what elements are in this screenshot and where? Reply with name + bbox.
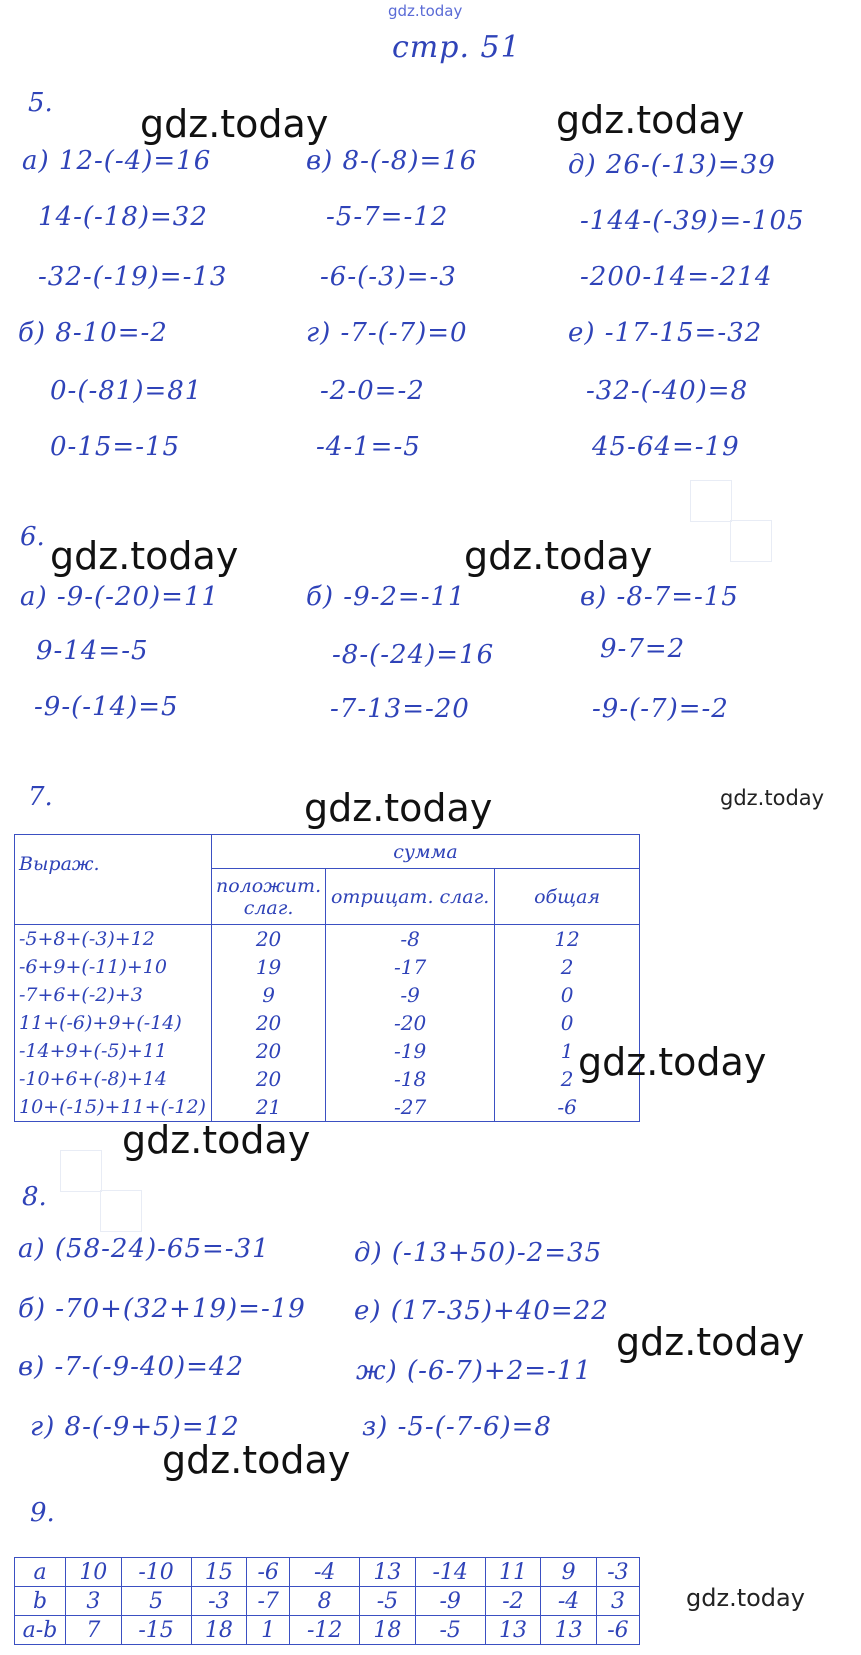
table-cell: -5	[360, 1587, 416, 1616]
watermark: gdz.today	[304, 786, 493, 830]
task8-number: 8.	[22, 1182, 47, 1212]
table-cell: -19	[326, 1037, 495, 1065]
watermark: gdz.today	[578, 1040, 767, 1084]
task5-line: д) 26-(-13)=39	[568, 150, 776, 180]
task7-number: 7.	[28, 782, 53, 812]
task8-line: ж) (-6-7)+2=-11	[356, 1356, 592, 1386]
watermark: gdz.today	[122, 1118, 311, 1162]
task5-line: 45-64=-19	[592, 432, 740, 462]
task6-line: а) -9-(-20)=11	[20, 582, 220, 612]
table-cell: -15	[121, 1616, 191, 1645]
table-cell: 18	[360, 1616, 416, 1645]
table-cell: 20	[212, 1037, 326, 1065]
table-cell: 19	[212, 953, 326, 981]
table-cell: 10	[66, 1558, 122, 1587]
table-cell: 18	[191, 1616, 247, 1645]
task6-line: б) -9-2=-11	[306, 582, 466, 612]
table-cell: -9	[326, 981, 495, 1009]
table-cell: -17	[326, 953, 495, 981]
table-cell: 2	[495, 953, 640, 981]
table-cell: -2	[485, 1587, 541, 1616]
watermark: gdz.today	[720, 786, 825, 810]
row-label: a	[15, 1558, 66, 1587]
task6-line: 9-7=2	[600, 634, 686, 664]
table-cell: 13	[360, 1558, 416, 1587]
table-cell: -4	[290, 1558, 360, 1587]
table-cell: 2	[495, 1065, 640, 1093]
table-cell: 20	[212, 925, 326, 954]
row-label: a-b	[15, 1616, 66, 1645]
task8-line: з) -5-(-7-6)=8	[362, 1412, 552, 1442]
table-cell: 11	[485, 1558, 541, 1587]
task6-line: -9-(-7)=-2	[592, 694, 729, 724]
table-cell: 9	[541, 1558, 597, 1587]
table-cell: 8	[290, 1587, 360, 1616]
table-cell: -10+6+(-8)+14	[15, 1065, 212, 1093]
task9-table	[14, 1557, 640, 1645]
table-cell: 20	[212, 1009, 326, 1037]
task6-line: -8-(-24)=16	[332, 640, 495, 670]
table-cell: -6+9+(-11)+10	[15, 953, 212, 981]
background-grid	[100, 1190, 142, 1232]
task8-line: а) (58-24)-65=-31	[18, 1234, 270, 1264]
table-cell: 20	[212, 1065, 326, 1093]
task6-line: в) -8-7=-15	[580, 582, 739, 612]
background-grid	[730, 520, 772, 562]
table-cell: -8	[326, 925, 495, 954]
table-cell: 13	[485, 1616, 541, 1645]
task5-line: -144-(-39)=-105	[580, 206, 805, 236]
task6-line: -9-(-14)=5	[34, 692, 179, 722]
header-sum: сумма	[212, 835, 640, 869]
table-cell: 11+(-6)+9+(-14)	[15, 1009, 212, 1037]
table-cell: 5	[121, 1587, 191, 1616]
table-cell: -4	[541, 1587, 597, 1616]
task5-line: 0-(-81)=81	[50, 376, 203, 406]
watermark: gdz.today	[140, 102, 329, 146]
header-expression: Выраж.	[15, 835, 212, 925]
table-cell: 13	[541, 1616, 597, 1645]
header-positive: положит. слаг.	[212, 869, 326, 925]
header-negative: отрицат. слаг.	[326, 869, 495, 925]
table-cell: 10+(-15)+11+(-12)	[15, 1093, 212, 1122]
task5-line: 0-15=-15	[50, 432, 181, 462]
task8-line: б) -70+(32+19)=-19	[18, 1294, 306, 1324]
task6-line: -7-13=-20	[330, 694, 470, 724]
task8-line: е) (17-35)+40=22	[354, 1296, 609, 1326]
task9-number: 9.	[30, 1498, 55, 1528]
task5-number: 5.	[28, 88, 53, 118]
table-cell: 15	[191, 1558, 247, 1587]
table-cell: 9	[212, 981, 326, 1009]
task5-line: -6-(-3)=-3	[320, 262, 457, 292]
table-cell: 3	[66, 1587, 122, 1616]
watermark: gdz.today	[162, 1438, 351, 1482]
task8-line: д) (-13+50)-2=35	[354, 1238, 603, 1268]
task5-line: -4-1=-5	[316, 432, 421, 462]
table-cell: 1	[495, 1037, 640, 1065]
table-cell: -6	[596, 1616, 639, 1645]
watermark: gdz.today	[464, 534, 653, 578]
watermark: gdz.today	[50, 534, 239, 578]
background-grid	[690, 480, 732, 522]
table-cell: 1	[247, 1616, 290, 1645]
table-cell: -12	[290, 1616, 360, 1645]
table-cell: -3	[191, 1587, 247, 1616]
table-cell: -3	[596, 1558, 639, 1587]
table-cell: -20	[326, 1009, 495, 1037]
table-cell: -7	[247, 1587, 290, 1616]
table-cell: -14+9+(-5)+11	[15, 1037, 212, 1065]
task5-line: -5-7=-12	[326, 202, 449, 232]
task5-line: б) 8-10=-2	[18, 318, 168, 348]
table-cell: 0	[495, 981, 640, 1009]
table-cell: -27	[326, 1093, 495, 1122]
task5-line: -200-14=-214	[580, 262, 773, 292]
task5-line: -2-0=-2	[320, 376, 425, 406]
task5-line: а) 12-(-4)=16	[22, 146, 212, 176]
table-cell: -6	[495, 1093, 640, 1122]
background-grid	[60, 1150, 102, 1192]
table-cell: 7	[66, 1616, 122, 1645]
page-label: стр. 51	[392, 30, 521, 65]
table-cell: 3	[596, 1587, 639, 1616]
task5-line: в) 8-(-8)=16	[306, 146, 478, 176]
task7-table	[14, 834, 640, 1122]
table-cell: -14	[415, 1558, 485, 1587]
task5-line: е) -17-15=-32	[568, 318, 763, 348]
task5-line: г) -7-(-7)=0	[306, 318, 468, 348]
table-cell: -5	[415, 1616, 485, 1645]
task6-line: 9-14=-5	[36, 636, 149, 666]
table-cell: 21	[212, 1093, 326, 1122]
table-cell: -10	[121, 1558, 191, 1587]
task6-number: 6.	[20, 522, 45, 552]
header-total: общая	[495, 869, 640, 925]
table-cell: -18	[326, 1065, 495, 1093]
watermark: gdz.today	[616, 1320, 805, 1364]
table-cell: 12	[495, 925, 640, 954]
task5-line: -32-(-19)=-13	[38, 262, 228, 292]
watermark: gdz.today	[686, 1584, 805, 1612]
task8-line: в) -7-(-9-40)=42	[18, 1352, 245, 1382]
task8-line: г) 8-(-9+5)=12	[30, 1412, 240, 1442]
table-cell: -9	[415, 1587, 485, 1616]
task5-line: 14-(-18)=32	[38, 202, 208, 232]
table-cell: -7+6+(-2)+3	[15, 981, 212, 1009]
table-cell: -5+8+(-3)+12	[15, 925, 212, 954]
table-cell: 0	[495, 1009, 640, 1037]
table-cell: -6	[247, 1558, 290, 1587]
row-label: b	[15, 1587, 66, 1616]
watermark: gdz.today	[556, 98, 745, 142]
task5-line: -32-(-40)=8	[586, 376, 749, 406]
top-watermark: gdz.today	[388, 2, 463, 20]
